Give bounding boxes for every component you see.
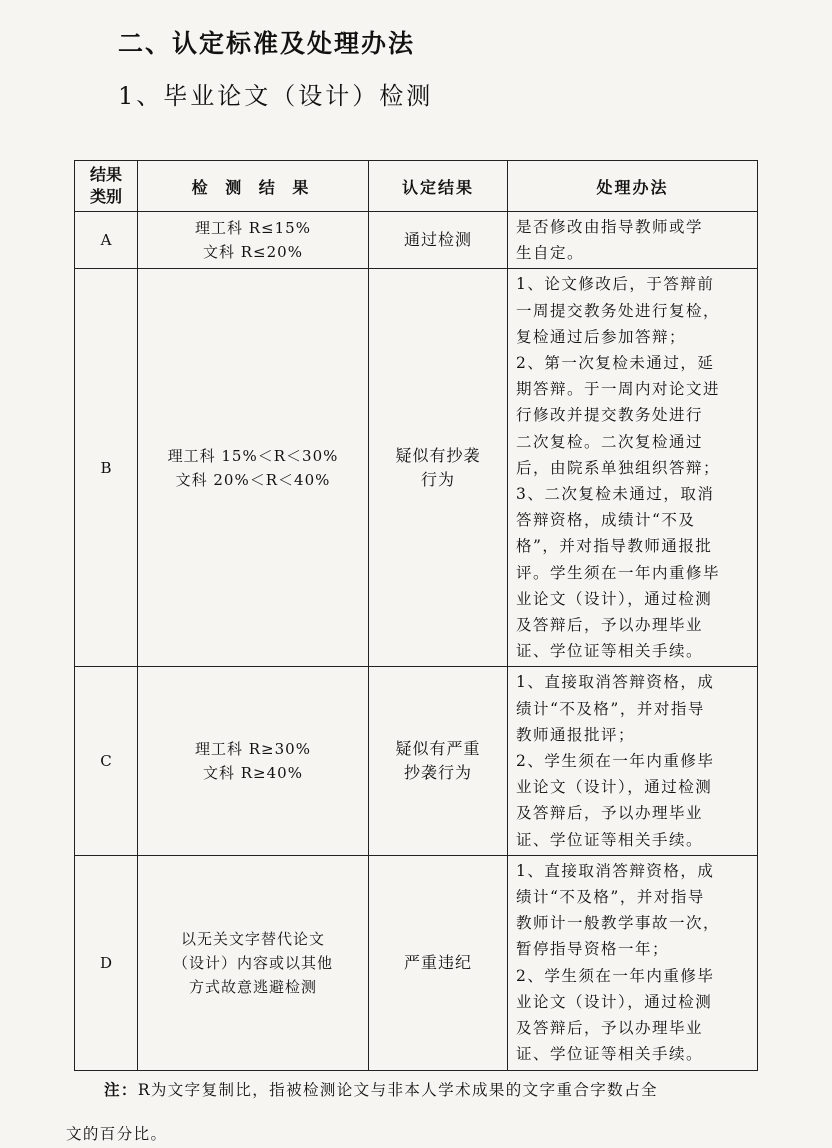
handling-cell-line: 教师计一般教学事故一次，	[516, 914, 721, 933]
handling-cell-line: 证、学位证等相关手续。	[516, 1045, 704, 1064]
result-cell-line: 方式故意逃避检测	[188, 977, 317, 996]
handling-cell-line: 绩计“不及格”，并对指导	[516, 699, 705, 718]
verdict-cell-line: 行为	[420, 469, 455, 489]
handling-cell-line: 及答辩后，予以办理毕业	[516, 616, 704, 635]
category-cell: A	[75, 212, 138, 269]
result-cell-line: 理工科 R≤15%	[195, 219, 311, 238]
handling-cell-line: 格”，并对指导教师通报批	[516, 537, 713, 556]
handling-cell-line: 3、二次复检未通过，取消	[516, 485, 715, 504]
handling-cell-line: 及答辩后，予以办理毕业	[516, 804, 704, 823]
footnote-text: R为文字复制比，指被检测论文与非本人学术成果的文字重合字数占全	[137, 1081, 658, 1099]
handling-cell-line: 暂停指导资格一年；	[516, 940, 670, 959]
table-row	[75, 855, 758, 1070]
table-body	[75, 212, 758, 1071]
section-title: 二、认定标准及处理办法	[118, 29, 416, 58]
verdict-cell-line: 抄袭行为	[403, 763, 472, 783]
handling-cell-line: 1、直接取消答辩资格，成	[516, 861, 715, 880]
handling-cell-line: 证、学位证等相关手续。	[516, 830, 704, 849]
verdict-cell-line: 严重违纪	[403, 952, 472, 972]
handling-cell-line: 2、学生须在一年内重修毕	[516, 752, 715, 771]
category-cell: B	[75, 269, 138, 667]
header-category: 结果 类别	[75, 161, 138, 212]
result-cell-line: 理工科 R≥30%	[195, 740, 311, 759]
handling-cell-line: 二次复检。二次复检通过	[516, 432, 704, 451]
handling-cell-line: 一周提交教务处进行复检，	[516, 301, 721, 320]
header-verdict: 认定结果	[369, 161, 508, 212]
handling-cell	[508, 212, 758, 269]
verdict-cell	[369, 855, 508, 1070]
footnote-continuation: 文的百分比。	[66, 1125, 168, 1143]
result-cell	[138, 855, 369, 1070]
header-result: 检 测 结 果	[138, 161, 369, 212]
category-cell: D	[75, 855, 138, 1070]
table-row	[75, 667, 758, 855]
handling-cell-line: 业论文（设计），通过检测	[516, 589, 713, 608]
category-cell: C	[75, 667, 138, 855]
result-cell	[138, 667, 369, 855]
handling-cell-line: 1、论文修改后，于答辩前	[516, 275, 715, 294]
handling-cell	[508, 855, 758, 1070]
verdict-cell-line: 疑似有严重	[395, 739, 481, 759]
result-cell	[138, 212, 369, 269]
handling-cell-line: 行修改并提交教务处进行	[516, 406, 704, 425]
handling-cell-line: 业论文（设计），通过检测	[516, 992, 713, 1011]
verdict-cell	[369, 269, 508, 667]
handling-cell-line: 答辩资格，成绩计“不及	[516, 511, 696, 530]
handling-cell-line: 教师通报批评；	[516, 725, 636, 744]
handling-cell-line: 复检通过后参加答辩；	[516, 327, 687, 346]
result-cell-line: 文科 R≥40%	[203, 764, 303, 783]
handling-cell	[508, 269, 758, 667]
handling-cell-line: 后，由院系单独组织答辩；	[516, 458, 721, 477]
result-cell-line: 以无关文字替代论文	[180, 929, 325, 948]
handling-cell-line: 生自定。	[516, 244, 585, 263]
result-cell	[138, 269, 369, 667]
handling-cell-line: 2、第一次复检未通过，延	[516, 354, 715, 373]
footnote	[104, 1078, 658, 1100]
handling-cell-line: 绩计“不及格”，并对指导	[516, 888, 705, 907]
handling-cell-line: 证、学位证等相关手续。	[516, 642, 704, 661]
criteria-table	[74, 160, 758, 1071]
handling-cell-line: 1、直接取消答辩资格，成	[516, 673, 715, 692]
table-row	[75, 212, 758, 269]
handling-cell-line: 2、学生须在一年内重修毕	[516, 966, 715, 985]
verdict-cell	[369, 212, 508, 269]
verdict-cell-line: 疑似有抄袭	[395, 445, 481, 465]
verdict-cell	[369, 667, 508, 855]
handling-cell-line: 期答辩。于一周内对论文进	[516, 380, 721, 399]
header-handling: 处理办法	[508, 161, 758, 212]
table-header-row	[75, 161, 758, 212]
table-row	[75, 269, 758, 667]
handling-cell-line: 评。学生须在一年内重修毕	[516, 563, 721, 582]
handling-cell	[508, 667, 758, 855]
handling-cell-line: 及答辩后，予以办理毕业	[516, 1019, 704, 1038]
result-cell-line: 文科 20%＜R＜40%	[175, 470, 331, 489]
result-cell-line: 文科 R≤20%	[203, 243, 303, 262]
subsection-title: 1、毕业论文（设计）检测	[118, 82, 434, 110]
footnote-label: 注：	[104, 1080, 138, 1099]
result-cell-line: 理工科 15%＜R＜30%	[167, 446, 339, 465]
handling-cell-line: 业论文（设计），通过检测	[516, 778, 713, 797]
result-cell-line: （设计）内容或以其他	[172, 953, 333, 972]
verdict-cell-line: 通过检测	[403, 230, 472, 250]
handling-cell-line: 是否修改由指导教师或学	[516, 218, 704, 236]
